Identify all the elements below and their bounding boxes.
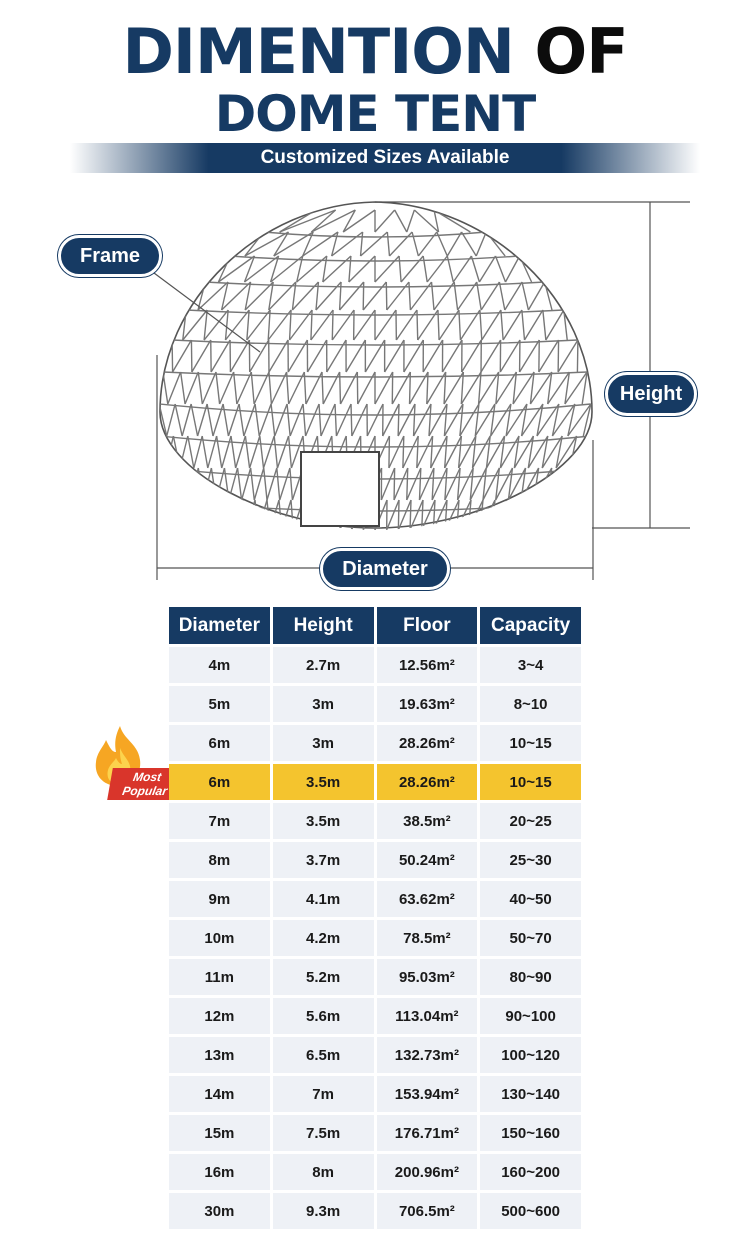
page-title-line2: DOME TENT [214,85,536,143]
cell-diameter: 15m [169,1115,270,1151]
cell-floor: 95.03m² [377,959,478,995]
cell-floor: 63.62m² [377,881,478,917]
cell-diameter: 10m [169,920,270,956]
table-row [169,920,581,956]
cell-capacity: 80~90 [480,959,581,995]
table-row-popular [169,764,581,800]
table-row [169,1154,581,1190]
cell-floor: 132.73m² [377,1037,478,1073]
cell-capacity: 150~160 [480,1115,581,1151]
cell-capacity: 160~200 [480,1154,581,1190]
cell-diameter: 9m [169,881,270,917]
cell-height: 8m [273,1154,374,1190]
cell-diameter: 5m [169,686,270,722]
cell-floor: 706.5m² [377,1193,478,1229]
cell-capacity: 8~10 [480,686,581,722]
cell-floor: 28.26m² [377,725,478,761]
size-table [166,604,584,1232]
cell-height: 7.5m [273,1115,374,1151]
cell-height: 5.6m [273,998,374,1034]
cell-floor: 28.26m² [377,764,478,800]
cell-capacity: 50~70 [480,920,581,956]
cell-diameter: 11m [169,959,270,995]
cell-height: 3.5m [273,764,374,800]
cell-capacity: 10~15 [480,764,581,800]
cell-floor: 113.04m² [377,998,478,1034]
cell-diameter: 8m [169,842,270,878]
cell-floor: 78.5m² [377,920,478,956]
cell-height: 4.1m [273,881,374,917]
cell-diameter: 30m [169,1193,270,1229]
header-diameter: Diameter [169,607,270,644]
cell-diameter: 6m [169,764,270,800]
table-row [169,1193,581,1229]
cell-height: 9.3m [273,1193,374,1229]
subtitle: Customized Sizes Available [260,147,510,168]
cell-capacity: 3~4 [480,647,581,683]
cell-capacity: 90~100 [480,998,581,1034]
table-row [169,647,581,683]
cell-diameter: 14m [169,1076,270,1112]
cell-height: 7m [273,1076,374,1112]
cell-capacity: 10~15 [480,725,581,761]
table-header-row [169,607,581,644]
cell-diameter: 6m [169,725,270,761]
table-row [169,881,581,917]
table-row [169,1115,581,1151]
height-label: Height [605,372,697,416]
cell-height: 3.5m [273,803,374,839]
table-row [169,803,581,839]
badge-line2: Popular [121,784,169,798]
cell-floor: 200.96m² [377,1154,478,1190]
cell-capacity: 100~120 [480,1037,581,1073]
dome-door [301,452,379,526]
cell-height: 5.2m [273,959,374,995]
cell-floor: 176.71m² [377,1115,478,1151]
cell-height: 3m [273,686,374,722]
cell-floor: 50.24m² [377,842,478,878]
cell-height: 6.5m [273,1037,374,1073]
table-row [169,959,581,995]
table-row [169,725,581,761]
table-row [169,1076,581,1112]
cell-capacity: 40~50 [480,881,581,917]
cell-floor: 19.63m² [377,686,478,722]
cell-floor: 153.94m² [377,1076,478,1112]
cell-diameter: 4m [169,647,270,683]
cell-floor: 12.56m² [377,647,478,683]
header-height: Height [273,607,374,644]
title-main: DIMENTION [122,15,514,88]
cell-height: 4.2m [273,920,374,956]
cell-diameter: 7m [169,803,270,839]
table-row [169,842,581,878]
badge-line1: Most [132,770,163,784]
cell-capacity: 20~25 [480,803,581,839]
table-row [169,1037,581,1073]
title-accent: OF [534,15,628,88]
frame-label: Frame [58,235,162,277]
page-title [0,14,750,90]
cell-height: 2.7m [273,647,374,683]
header-capacity: Capacity [480,607,581,644]
cell-capacity: 25~30 [480,842,581,878]
subtitle-bar [70,143,700,173]
cell-diameter: 12m [169,998,270,1034]
diameter-label: Diameter [320,548,450,590]
cell-diameter: 13m [169,1037,270,1073]
cell-diameter: 16m [169,1154,270,1190]
header-floor: Floor [377,607,478,644]
cell-floor: 38.5m² [377,803,478,839]
table-row [169,686,581,722]
table-row [169,998,581,1034]
cell-capacity: 500~600 [480,1193,581,1229]
cell-height: 3m [273,725,374,761]
cell-capacity: 130~140 [480,1076,581,1112]
cell-height: 3.7m [273,842,374,878]
